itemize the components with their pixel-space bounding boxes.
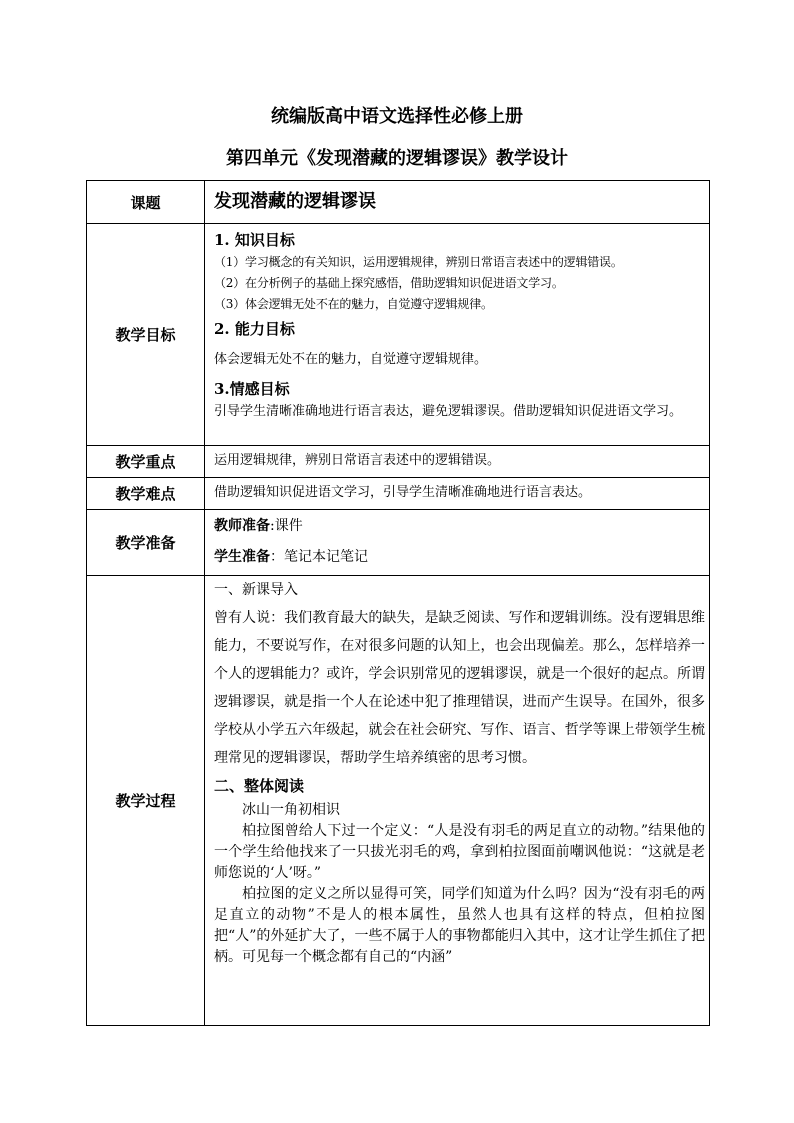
- preparation-label: 教学准备: [87, 510, 205, 576]
- difficulty-cell: [205, 478, 710, 510]
- student-prep-label: 学生准备: [214, 549, 270, 565]
- key-point-row: [87, 446, 710, 478]
- section1-heading: 一、新课导入: [214, 582, 298, 598]
- process-content: [214, 576, 705, 1024]
- topic-label: 课题: [87, 181, 205, 224]
- knowledge-item-1: （1）学习概念的有关知识，运用逻辑规律，辨别日常语言表述中的逻辑错误。: [214, 255, 623, 269]
- sub-heading: 冰山一角初相识: [242, 802, 340, 818]
- ability-text: 体会逻辑无处不在的魅力，自觉遵守逻辑规律。: [214, 352, 488, 367]
- paragraph-1: 柏拉图曾给人下过一个定义：“人是没有羽毛的两足直立的动物。”结果他的一个学生给他找来了一只拔光羽毛的鸡，拿到柏拉图面前嘲讽他说：“这就是老师您说的‘人’呀。”: [214, 823, 705, 881]
- difficulty-label: 教学难点: [87, 478, 205, 510]
- process-cell: [205, 576, 710, 1026]
- difficulty-value: 借助逻辑知识促进语文学习，引导学生清晰准确地进行语言表达。: [214, 485, 592, 500]
- emotion-heading: 3.情感目标: [214, 380, 290, 398]
- preparation-row: [87, 510, 710, 576]
- document-subtitle: 第四单元《发现潜藏的逻辑谬误》教学设计: [226, 148, 568, 169]
- knowledge-heading: 1. 知识目标: [214, 231, 295, 249]
- topic-cell: [205, 181, 710, 224]
- knowledge-item-3: （3）体会逻辑无处不在的魅力，自觉遵守逻辑规律。: [214, 297, 493, 311]
- objectives-cell: [205, 224, 710, 446]
- topic-row: [87, 181, 710, 224]
- emotion-text: 引导学生清晰准确地进行语言表达，避免逻辑谬误。借助逻辑知识促进语文学习。: [214, 404, 683, 419]
- student-prep-value: ：笔记本记笔记: [270, 549, 368, 565]
- paragraph-2: 柏拉图的定义之所以显得可笑，同学们知道为什么吗？因为“没有羽毛的两足直立的动物”不是人的根本属性，虽然人也具有这样的特点，但柏拉图把“人”的外延扩大了，一些不属于人的事物都能归入其中，这才让学生抓住了把柄。可见每一个概念都有自己的“内涵”: [214, 886, 705, 965]
- process-row: [87, 576, 710, 1026]
- section2-heading: 二、整体阅读: [214, 777, 305, 795]
- ability-heading: 2. 能力目标: [214, 320, 295, 338]
- knowledge-item-2: （2）在分析例子的基础上探究感悟，借助逻辑知识促进语文学习。: [214, 276, 564, 290]
- difficulty-row: [87, 478, 710, 510]
- teacher-prep-value: :课件: [270, 518, 303, 534]
- key-point-label: 教学重点: [87, 446, 205, 478]
- document-title: 统编版高中语文选择性必修上册: [271, 106, 523, 127]
- preparation-cell: [205, 510, 710, 576]
- section1-text: 曾有人说：我们教育最大的缺失，是缺乏阅读、写作和逻辑训练。没有逻辑思维能力，不要说写作，在对很多问题的认知上，也会出现偏差。那么，怎样培养一个人的逻辑能力？或许，学会识别常见的逻辑谬误，就是一个很好的起点。所谓逻辑谬误，就是指一个人在论述中犯了推理错误，进而产生误导。在国外，很多学校从小学五六年级起，就会在社会研究、写作、语言、哲学等课上带领学生梳理常见的逻辑谬误，帮助学生培养缜密的思考习惯。: [214, 610, 705, 766]
- student-prep: [214, 542, 705, 572]
- objectives-label: 教学目标: [87, 224, 205, 446]
- objectives-row: [87, 224, 710, 446]
- topic-value: 发现潜藏的逻辑谬误: [214, 191, 376, 212]
- process-label: 教学过程: [87, 576, 205, 1026]
- lesson-plan-table: [86, 180, 710, 1026]
- teacher-prep: [214, 510, 705, 542]
- teacher-prep-label: 教师准备: [214, 518, 270, 534]
- key-point-value: 运用逻辑规律，辨别日常语言表述中的逻辑错误。: [214, 453, 501, 468]
- key-point-cell: [205, 446, 710, 478]
